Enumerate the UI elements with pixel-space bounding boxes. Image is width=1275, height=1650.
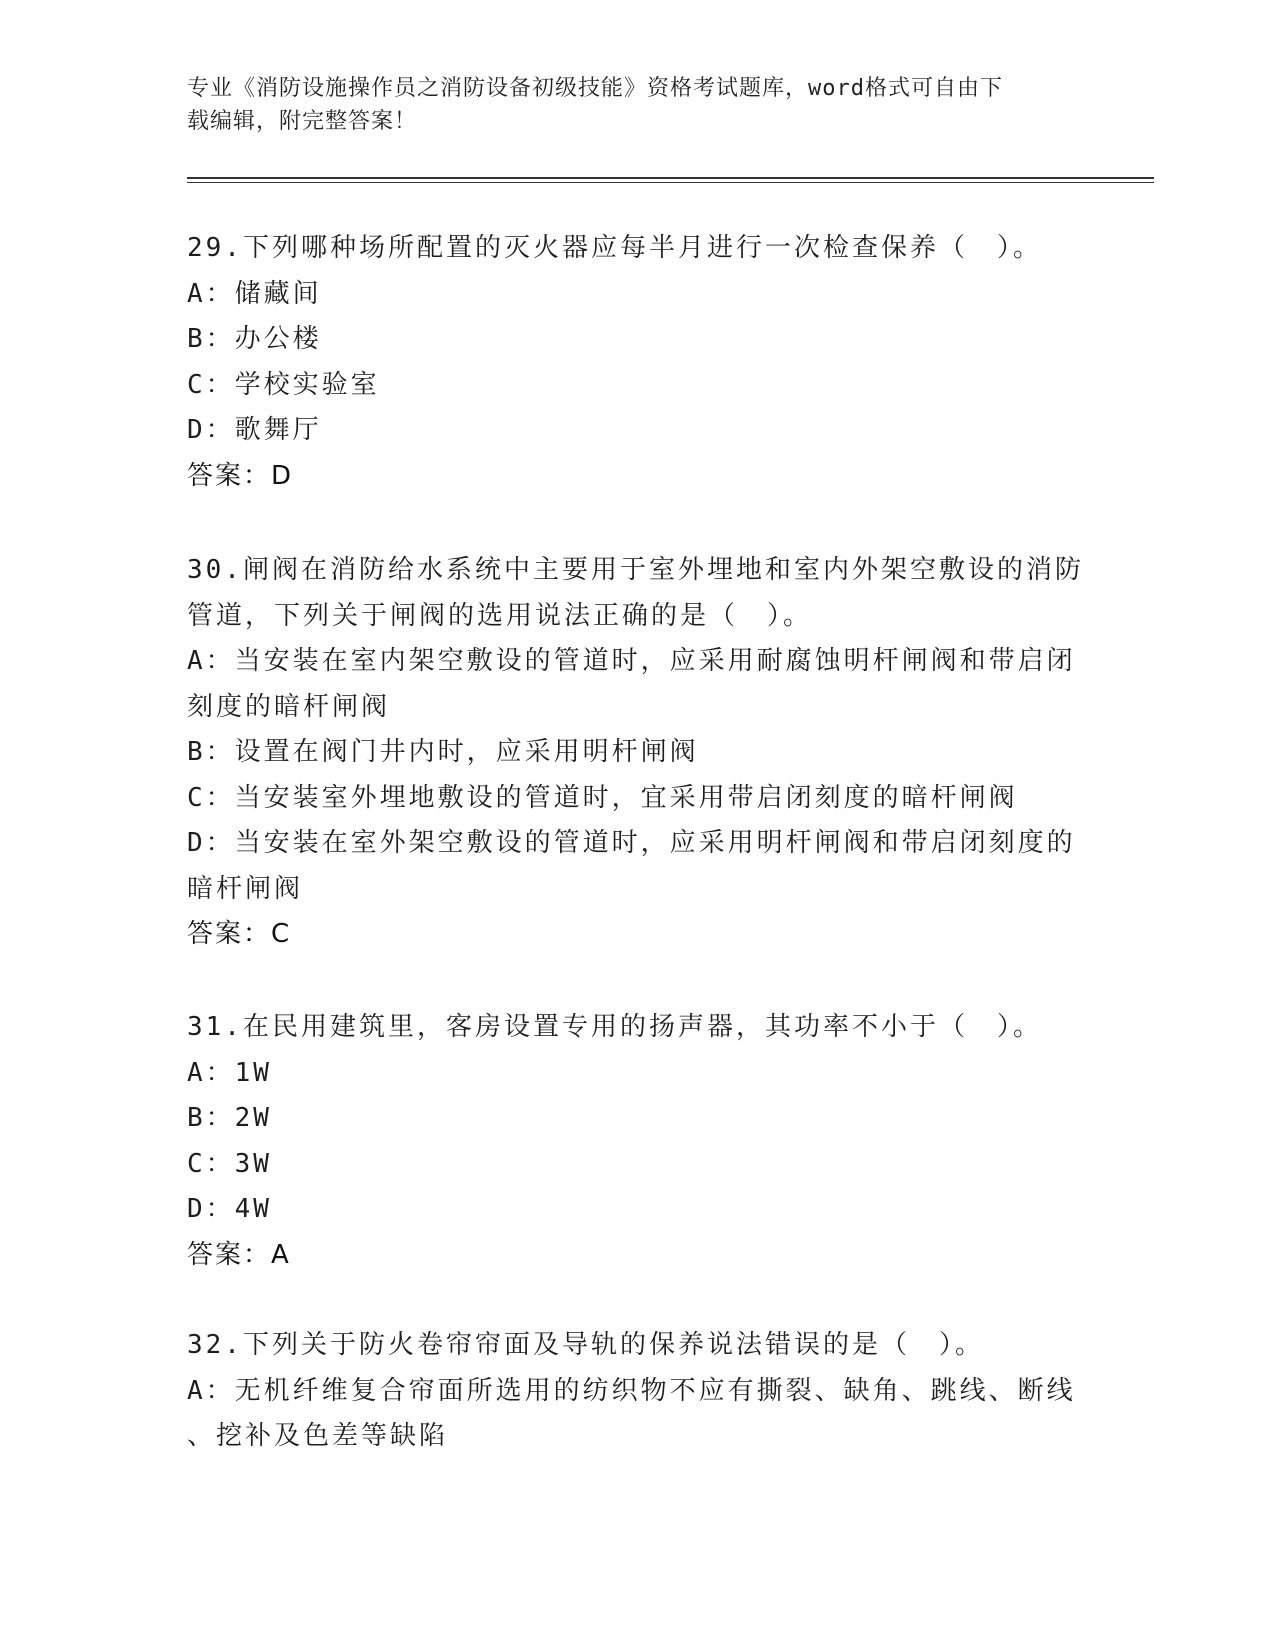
option-b: B：办公楼 [187, 324, 322, 354]
document-header [187, 72, 1087, 138]
option-a-continued: 、挖补及色差等缺陷 [187, 1421, 449, 1451]
option-d: D：当安装在室外架空敷设的管道时，应采用明杆闸阀和带启闭刻度的 [187, 828, 1076, 858]
option-a: A：无机纤维复合帘面所选用的纺织物不应有撕裂、缺角、跳线、断线 [187, 1375, 1076, 1406]
option-a: A：储藏间 [187, 278, 322, 309]
option-c: C：学校实验室 [187, 369, 380, 400]
question-30 [187, 548, 1087, 958]
option-d-continued: 暗杆闸阀 [187, 873, 304, 904]
option-c: C：当安装室外埋地敷设的管道时，宜采用带启闭刻度的暗杆闸阀 [187, 782, 1018, 813]
answer-label: 答案：D [187, 460, 294, 491]
answer-label: 答案：A [187, 1239, 291, 1270]
option-a: A：当安装在室内架空敷设的管道时，应采用耐腐蚀明杆闸阀和带启闭 [187, 646, 1076, 676]
option-d: D：歌舞厅 [187, 415, 322, 445]
header-line-1: 专业《消防设施操作员之消防设备初级技能》资格考试题库，word格式可自由下 [187, 76, 1003, 101]
option-d: D：4W [187, 1194, 272, 1224]
option-a-continued: 刻度的暗杆闸阀 [187, 691, 391, 722]
option-b: B：2W [187, 1103, 272, 1133]
header-line-2: 载编辑，附完整答案！ [187, 109, 418, 134]
question-stem: 32.下列关于防火卷帘帘面及导轨的保养说法错误的是（ ）。 [187, 1330, 984, 1360]
question-32 [187, 1323, 1087, 1460]
header-divider [187, 177, 1154, 183]
question-31 [187, 1005, 1087, 1278]
question-29 [187, 226, 1087, 499]
question-stem: 29.下列哪种场所配置的灭火器应每半月进行一次检查保养（ ）。 [187, 233, 1042, 263]
question-stem-continued: 管道，下列关于闸阀的选用说法正确的是（ ）。 [187, 600, 813, 631]
option-c: C：3W [187, 1148, 272, 1179]
answer-label: 答案：C [187, 919, 292, 949]
option-a: A：1W [187, 1057, 272, 1088]
question-stem: 31.在民用建筑里，客房设置专用的扬声器，其功率不小于（ ）。 [187, 1012, 1042, 1042]
option-b: B：设置在阀门井内时，应采用明杆闸阀 [187, 737, 699, 767]
question-stem: 30.闸阀在消防给水系统中主要用于室外埋地和室内外架空敷设的消防 [187, 555, 1084, 585]
